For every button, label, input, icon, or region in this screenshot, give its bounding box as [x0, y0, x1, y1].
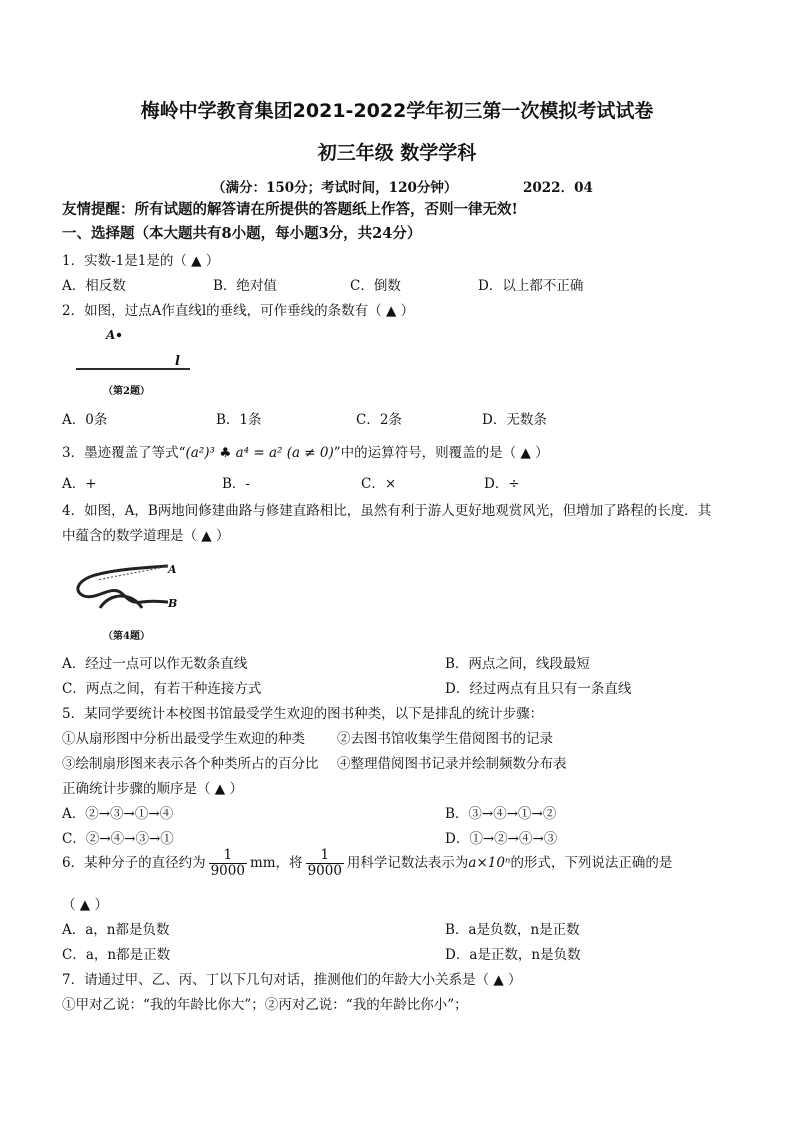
q6-stem-a: 6．某种分子的直径约为 [62, 854, 206, 871]
q1-option-a: A．相反数 [62, 278, 126, 294]
q5-question: 正确统计步骤的顺序是（ ▲ ） [62, 781, 243, 797]
q5-option-a: A．②→③→①→④ [62, 806, 174, 822]
q3-stem-pre: 3．墨迹覆盖了等式“ [62, 445, 186, 461]
exam-meta: （满分：150分；考试时间，120分钟） [212, 180, 458, 196]
q5-step1: ①从扇形图中分析出最受学生欢迎的种类 [62, 731, 305, 747]
q2-option-a: A．0条 [62, 412, 108, 428]
q6-fraction-2-den: 9000 [307, 862, 342, 879]
q4-bridge [100, 596, 142, 608]
q1-option-d: D．以上都不正确 [478, 278, 584, 294]
q5-stem: 5．某同学要统计本校图书馆最受学生欢迎的图书种类，以下是排乱的统计步骤： [62, 706, 544, 722]
q3-equation: (a²)³ ♣ a⁴ = a² (a ≠ 0) [185, 445, 334, 461]
exam-subtitle: 初三年级 数学学科 [317, 142, 477, 164]
q6-option-d: D．a是正数，n是负数 [445, 947, 581, 963]
q1-option-c: C．倒数 [350, 278, 401, 294]
q3-option-a: A．+ [62, 476, 97, 492]
q6-option-c: C．a，n都是正数 [62, 947, 171, 963]
q6-unit: mm，将 [249, 854, 303, 871]
q4-option-a: A．经过一点可以作无数条直线 [62, 656, 248, 672]
q2-figure-caption: （第2题） [103, 386, 150, 397]
q3-option-c: C．× [361, 476, 397, 492]
q5-step4: ④整理借阅图书记录并绘制频数分布表 [337, 756, 567, 772]
q4-point-a: A [168, 563, 177, 576]
q2-point-label: A [106, 328, 116, 342]
q6-fraction-2-num: 1 [306, 848, 344, 864]
q6-stem-b: 用科学记数法表示为 [346, 854, 469, 871]
q5-option-b: B．③→④→①→② [445, 806, 557, 822]
q5-step3: ③绘制扇形图来表示各个种类所占的百分比 [62, 756, 319, 772]
q2-option-c: C．2条 [356, 412, 402, 428]
q1-stem: 1．实数-1是1是的（ ▲ ） [62, 253, 220, 269]
q3-stem-post: ”中的运算符号，则覆盖的是（ ▲ ） [333, 445, 549, 461]
q6-fraction-2 [306, 848, 344, 879]
q4-option-c: C．两点之间，有若干种连接方式 [62, 681, 262, 697]
q6-stem [62, 848, 672, 879]
q4-stem-line1: 4．如图，A，B两地间修建曲路与修建直路相比，虽然有利于游人更好地观赏风光，但增加了路程的长度．其 [62, 503, 712, 519]
exam-title: 梅岭中学教育集团2021-2022学年初三第一次模拟考试试卷 [140, 100, 654, 122]
q2-option-d: D．无数条 [482, 412, 547, 428]
q7-dialogue: ①甲对乙说：“我的年龄比你大”；②丙对乙说：“我的年龄比你小”； [62, 997, 468, 1013]
q6-fraction-1 [209, 848, 247, 879]
q3-option-d: D．÷ [484, 476, 520, 492]
q4-stem-line2: 中蕴含的数学道理是（ ▲ ） [62, 528, 230, 544]
q4-option-b: B．两点之间，线段最短 [445, 656, 590, 672]
q6-fraction-1-num: 1 [209, 848, 247, 864]
q5-option-d: D．①→②→④→③ [445, 831, 558, 847]
q2-point-a [117, 333, 121, 337]
q7-stem: 7．请通过甲、乙、丙、丁以下几句对话，推测他们的年龄大小关系是（ ▲ ） [62, 972, 522, 988]
q5-option-c: C．②→④→③→① [62, 831, 174, 847]
q1-option-b: B．绝对值 [213, 278, 277, 294]
q6-stem-c: 的形式，下列说法正确的是 [510, 854, 673, 871]
q3-option-b: B．- [222, 476, 250, 492]
q4-figure-caption: （第4题） [103, 631, 150, 642]
q6-sci-notation: a×10ⁿ [468, 854, 511, 871]
q2-line-label: l [175, 354, 180, 369]
reminder: 友情提醒：所有试题的解答请在所提供的答题纸上作答，否则一律无效! [62, 201, 518, 218]
q3-stem [62, 441, 549, 461]
q4-option-d: D．经过两点有且只有一条直线 [445, 681, 632, 697]
q6-option-a: A．a，n都是负数 [62, 922, 170, 938]
section-heading: 一、选择题（本大题共有8小题，每小题3分，共24分） [62, 225, 422, 242]
q6-fraction-1-den: 9000 [210, 862, 245, 879]
q2-option-b: B．1条 [216, 412, 262, 428]
q2-stem: 2．如图，过点A作直线l的垂线，可作垂线的条数有（ ▲ ） [62, 303, 415, 319]
q6-blank: （ ▲ ） [62, 897, 108, 913]
q4-point-b: B [168, 597, 178, 610]
q5-step2: ②去图书馆收集学生借阅图书的记录 [337, 731, 553, 747]
exam-date: 2022．04 [523, 180, 593, 196]
q6-option-b: B．a是负数，n是正数 [445, 922, 580, 938]
